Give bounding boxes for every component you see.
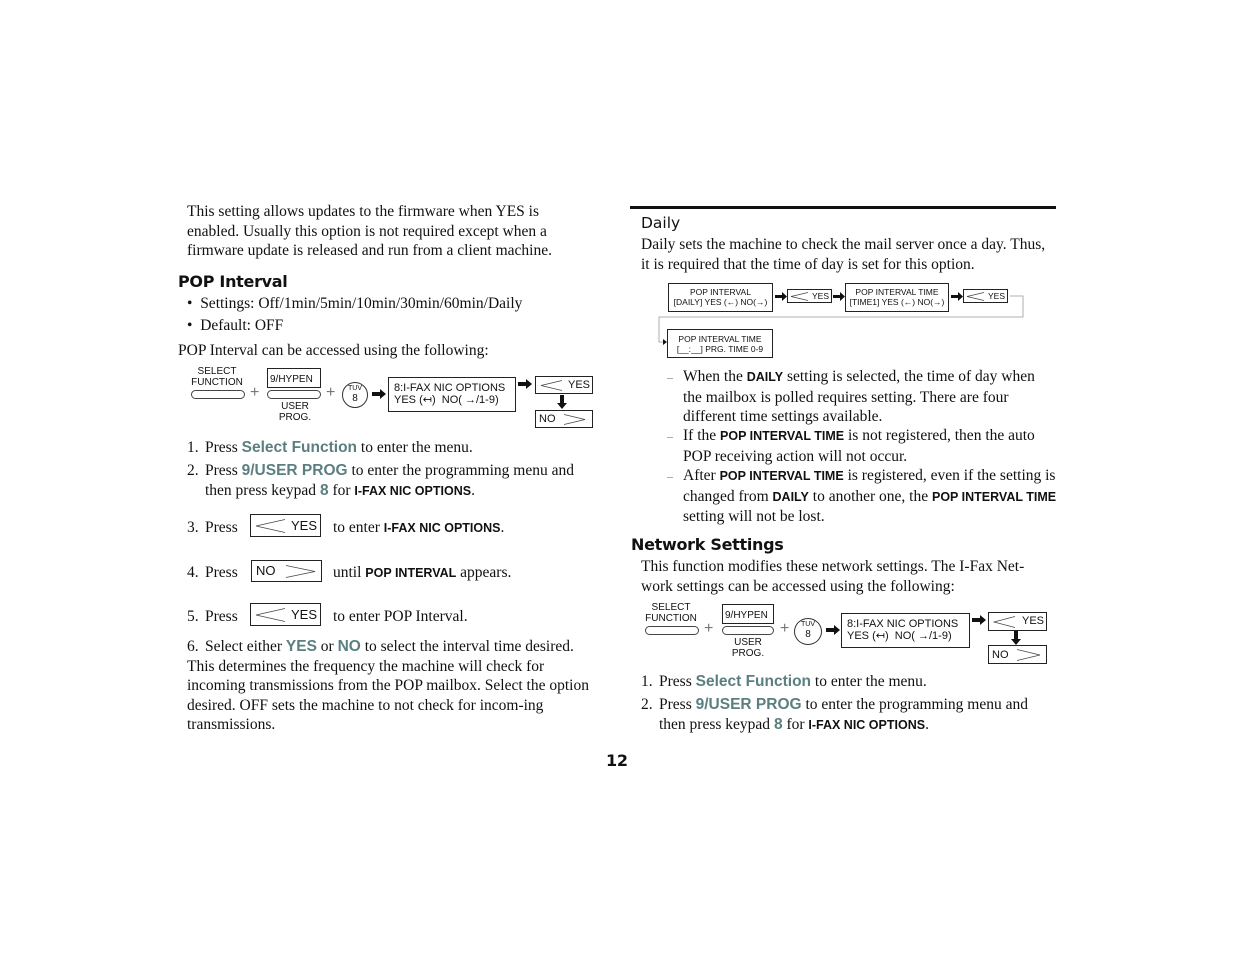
select-function-key [645,626,699,635]
network-step-2: 2. Press 9/USER PROG to enter the programming menu and then press keypad 8 for I-FAX NIC OPTIONS. [641,696,1028,733]
daily-heading: Daily [641,214,681,232]
access-diagram [180,364,600,430]
keypad-8-key [794,618,822,645]
hypen-key-label: 9/HYPEN [722,604,774,624]
tuv-label: TUV [801,621,815,628]
network-step-1: 1. Press Select Function to enter the menu. [641,673,927,690]
step-5-yes-button-icon: YES [250,603,321,626]
dash-icon: – [667,370,673,384]
step-4-no-button-icon: NO [251,560,322,582]
note-3: – After POP INTERVAL TIME is registered, even if the setting is changed from DAILY to another one, the POP INTERVAL TIME setting will not be lost. [667,467,1057,525]
yes-key: YES [535,376,593,394]
arrow-down-icon [1011,631,1021,645]
pop-interval-display: POP INTERVAL [DAILY] YES (←) NO(→) [668,283,773,312]
eight-label: 8 [805,629,811,640]
no-key: NO [988,645,1047,664]
left-triangle-icon [993,616,1015,628]
bullet-default: • Default: OFF [187,317,284,334]
daily-diagram [655,281,1035,361]
intro-paragraph: This setting allows updates to the firmware when YES is enabled. Usually this option is not required except when a firmware update is released and run from a client machine. [187,203,552,259]
step-3: 3. Press [187,519,238,536]
pop-interval-time-display: POP INTERVAL TIME [TIME1] YES (←) NO(→) [845,283,949,312]
step-6: 6. Select either YES or NO to select the interval time desired. This determines the frequency the machine will check for incoming transmissions from the POP mailbox. Select the option desired. OFF sets the machine to not check for incom-ing transmissions. [187,638,589,733]
hypen-key-label: 9/HYPEN [267,368,321,388]
tuv-label: TUV [348,385,362,392]
plus-icon: + [326,384,336,401]
network-access-diagram [634,600,1054,666]
arrow-right-icon [518,379,532,389]
step-1: 1. Press Select Function to enter the menu. [187,439,473,456]
arrow-right-icon [826,625,840,635]
step-4-text: until POP INTERVAL appears. [333,564,512,581]
yes-key: YES [787,289,832,303]
right-arrow-icon: → [917,630,929,642]
network-text: This function modifies these network settings. The I-Fax Net-work settings can be accessed using the following: [641,558,1025,595]
eight-label: 8 [352,393,358,404]
bullet-icon: • [187,317,201,334]
select-function-label: SELECT FUNCTION [645,602,697,624]
nic-options-display: 8:I-FAX NIC OPTIONS YES (↤) NO( →/1-9) [841,613,970,648]
note-1: – When the DAILY setting is selected, the time of day when the mailbox is polled requires setting. There are four different time settings available. [667,368,1035,425]
step-4: 4. Press [187,564,238,581]
plus-icon: + [704,620,714,637]
yes-key: YES [963,289,1008,303]
pop-interval-heading: POP Interval [178,272,288,291]
dash-icon: – [667,469,673,483]
keypad-8-key [342,382,368,408]
user-prog-key [267,390,321,399]
pop-interval-time-entry-display: POP INTERVAL TIME [__:__] PRG. TIME 0-9 [667,329,773,358]
step-2: 2. Press 9/USER PROG to enter the programming menu and then press keypad 8 for I-FAX NIC OPTIONS. [187,462,574,499]
left-arrow-icon: ↤ [875,630,885,642]
right-triangle-icon [1017,649,1041,661]
left-triangle-icon [255,519,285,533]
daily-text: Daily sets the machine to check the mail server once a day. Thus, it is required that the time of day is set for this option. [641,236,1046,273]
plus-icon: + [780,620,790,637]
step-5-text: to enter POP Interval. [333,608,468,625]
right-triangle-icon [286,565,316,578]
left-arrow-icon: ↤ [422,394,432,406]
step-3-yes-button-icon: YES [250,514,321,537]
dash-icon: – [667,429,673,443]
user-prog-key [722,626,774,635]
note-2: – If the POP INTERVAL TIME is not registered, then the auto POP receiving action will not occur. [667,427,1035,465]
section-rule [630,206,1056,209]
network-settings-heading: Network Settings [631,535,784,554]
right-triangle-icon [564,414,586,425]
plus-icon: + [250,384,260,401]
user-prog-label: USER PROG. [278,401,312,423]
bullet-settings: • Settings: Off/1min/5min/10min/30min/60min/Daily [187,295,523,312]
step-3-text: to enter I-FAX NIC OPTIONS. [333,519,505,536]
bullet-icon: • [187,295,201,312]
user-prog-label: USER PROG. [731,637,765,659]
no-key: NO [535,410,593,428]
step-5: 5. Press [187,608,238,625]
page-number: 12 [606,751,628,770]
left-triangle-icon [255,608,285,622]
arrow-right-icon [372,389,386,399]
select-function-key [191,390,245,399]
nic-options-display: 8:I-FAX NIC OPTIONS YES (↤) NO( →/1-9) [388,377,516,412]
right-arrow-icon: → [464,394,476,406]
access-text: POP Interval can be accessed using the following: [178,342,489,359]
yes-key: YES [988,612,1047,631]
left-triangle-icon [540,380,562,391]
arrow-down-icon [557,395,567,409]
select-function-label: SELECT FUNCTION [191,366,243,388]
arrow-right-icon [972,615,986,625]
